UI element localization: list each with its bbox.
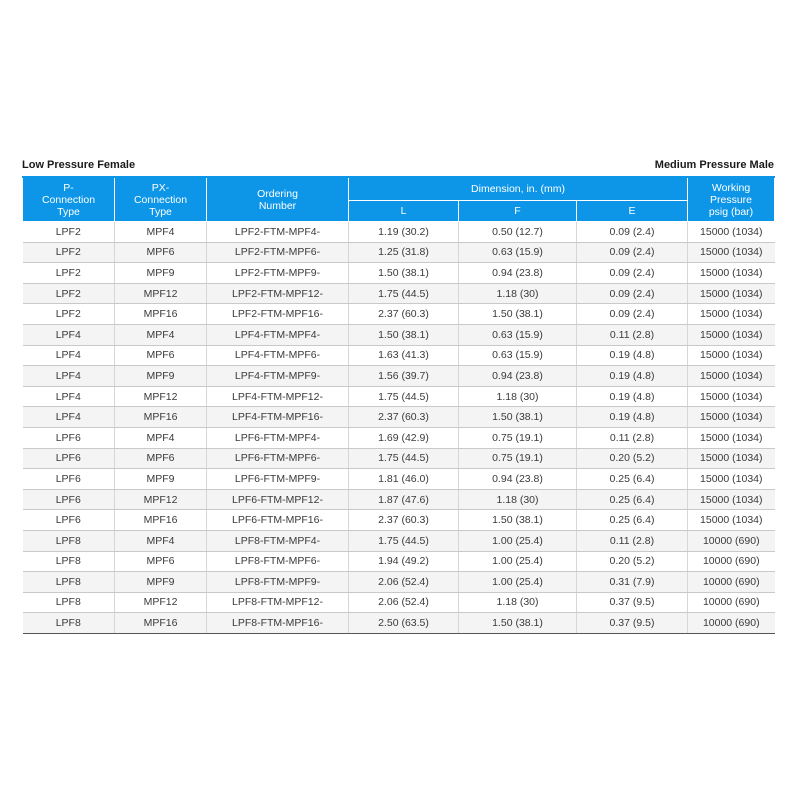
cell-ordering-number: LPF6-FTM-MPF9- — [207, 469, 349, 490]
cell-px-connection-type: MPF9 — [115, 469, 207, 490]
cell-p-connection-type: LPF2 — [23, 283, 115, 304]
cell-px-connection-type: MPF12 — [115, 386, 207, 407]
cell-dimension-f: 0.94 (23.8) — [459, 469, 577, 490]
cell-p-connection-type: LPF4 — [23, 407, 115, 428]
cell-dimension-f: 1.50 (38.1) — [459, 304, 577, 325]
cell-p-connection-type: LPF6 — [23, 489, 115, 510]
cell-dimension-e: 0.25 (6.4) — [577, 489, 688, 510]
cell-working-pressure: 15000 (1034) — [688, 263, 775, 284]
cell-working-pressure: 15000 (1034) — [688, 242, 775, 263]
cell-px-connection-type: MPF4 — [115, 427, 207, 448]
cell-working-pressure: 15000 (1034) — [688, 448, 775, 469]
cell-dimension-l: 2.06 (52.4) — [349, 572, 459, 593]
table-row — [23, 345, 775, 366]
cell-dimension-l: 1.75 (44.5) — [349, 283, 459, 304]
table-row — [23, 448, 775, 469]
cell-dimension-l: 1.75 (44.5) — [349, 448, 459, 469]
cell-p-connection-type: LPF6 — [23, 427, 115, 448]
cell-p-connection-type: LPF8 — [23, 613, 115, 634]
table-row — [23, 242, 775, 263]
table-row — [23, 592, 775, 613]
cell-dimension-l: 2.37 (60.3) — [349, 407, 459, 428]
cell-working-pressure: 15000 (1034) — [688, 510, 775, 531]
cell-px-connection-type: MPF6 — [115, 448, 207, 469]
cell-dimension-e: 0.37 (9.5) — [577, 613, 688, 634]
cell-dimension-e: 0.11 (2.8) — [577, 427, 688, 448]
cell-working-pressure: 15000 (1034) — [688, 222, 775, 243]
cell-p-connection-type: LPF4 — [23, 386, 115, 407]
cell-ordering-number: LPF4-FTM-MPF9- — [207, 366, 349, 387]
cell-working-pressure: 10000 (690) — [688, 530, 775, 551]
cell-dimension-f: 1.18 (30) — [459, 283, 577, 304]
cell-ordering-number: LPF2-FTM-MPF12- — [207, 283, 349, 304]
cell-dimension-f: 1.18 (30) — [459, 489, 577, 510]
cell-dimension-f: 0.94 (23.8) — [459, 366, 577, 387]
cell-dimension-e: 0.19 (4.8) — [577, 386, 688, 407]
cell-working-pressure: 15000 (1034) — [688, 345, 775, 366]
cell-p-connection-type: LPF4 — [23, 366, 115, 387]
cell-p-connection-type: LPF6 — [23, 448, 115, 469]
cell-px-connection-type: MPF12 — [115, 489, 207, 510]
cell-dimension-l: 1.69 (42.9) — [349, 427, 459, 448]
cell-px-connection-type: MPF4 — [115, 530, 207, 551]
cell-dimension-f: 0.63 (15.9) — [459, 242, 577, 263]
table-row — [23, 304, 775, 325]
cell-working-pressure: 10000 (690) — [688, 592, 775, 613]
cell-px-connection-type: MPF9 — [115, 263, 207, 284]
cell-p-connection-type: LPF8 — [23, 530, 115, 551]
table-row — [23, 366, 775, 387]
cell-ordering-number: LPF6-FTM-MPF16- — [207, 510, 349, 531]
header-dimension-l: L — [349, 201, 459, 222]
cell-dimension-l: 1.75 (44.5) — [349, 386, 459, 407]
cell-ordering-number: LPF8-FTM-MPF6- — [207, 551, 349, 572]
cell-p-connection-type: LPF6 — [23, 510, 115, 531]
table-captions — [22, 156, 774, 174]
cell-ordering-number: LPF8-FTM-MPF16- — [207, 613, 349, 634]
cell-ordering-number: LPF4-FTM-MPF16- — [207, 407, 349, 428]
table-row — [23, 283, 775, 304]
cell-dimension-f: 0.50 (12.7) — [459, 222, 577, 243]
header-dimension: Dimension, in. (mm) — [349, 177, 688, 201]
cell-ordering-number: LPF2-FTM-MPF6- — [207, 242, 349, 263]
cell-working-pressure: 15000 (1034) — [688, 386, 775, 407]
cell-working-pressure: 15000 (1034) — [688, 427, 775, 448]
table-row — [23, 263, 775, 284]
cell-px-connection-type: MPF6 — [115, 242, 207, 263]
header-ordering-number: Ordering Number — [207, 177, 349, 222]
cell-ordering-number: LPF6-FTM-MPF12- — [207, 489, 349, 510]
cell-px-connection-type: MPF9 — [115, 366, 207, 387]
cell-dimension-l: 1.87 (47.6) — [349, 489, 459, 510]
cell-ordering-number: LPF2-FTM-MPF9- — [207, 263, 349, 284]
cell-p-connection-type: LPF2 — [23, 304, 115, 325]
cell-dimension-f: 1.18 (30) — [459, 386, 577, 407]
table-row — [23, 469, 775, 490]
table-body — [23, 222, 775, 634]
cell-dimension-e: 0.37 (9.5) — [577, 592, 688, 613]
table-row — [23, 489, 775, 510]
cell-ordering-number: LPF6-FTM-MPF6- — [207, 448, 349, 469]
cell-dimension-l: 2.06 (52.4) — [349, 592, 459, 613]
cell-dimension-l: 1.63 (41.3) — [349, 345, 459, 366]
cell-dimension-f: 0.63 (15.9) — [459, 345, 577, 366]
cell-dimension-f: 1.00 (25.4) — [459, 551, 577, 572]
header-dimension-e: E — [577, 201, 688, 222]
cell-ordering-number: LPF8-FTM-MPF9- — [207, 572, 349, 593]
cell-dimension-f: 1.00 (25.4) — [459, 572, 577, 593]
cell-px-connection-type: MPF4 — [115, 222, 207, 243]
cell-ordering-number: LPF2-FTM-MPF4- — [207, 222, 349, 243]
cell-p-connection-type: LPF4 — [23, 324, 115, 345]
cell-dimension-e: 0.31 (7.9) — [577, 572, 688, 593]
cell-dimension-f: 0.94 (23.8) — [459, 263, 577, 284]
cell-dimension-e: 0.09 (2.4) — [577, 242, 688, 263]
cell-dimension-l: 1.19 (30.2) — [349, 222, 459, 243]
cell-working-pressure: 15000 (1034) — [688, 283, 775, 304]
header-dimension-f: F — [459, 201, 577, 222]
table-wrapper — [22, 156, 774, 634]
cell-working-pressure: 15000 (1034) — [688, 489, 775, 510]
cell-dimension-e: 0.20 (5.2) — [577, 448, 688, 469]
cell-dimension-e: 0.19 (4.8) — [577, 345, 688, 366]
table-row — [23, 222, 775, 243]
table-row — [23, 407, 775, 428]
cell-px-connection-type: MPF9 — [115, 572, 207, 593]
cell-p-connection-type: LPF2 — [23, 222, 115, 243]
specification-table — [22, 176, 775, 634]
cell-dimension-e: 0.25 (6.4) — [577, 510, 688, 531]
cell-dimension-e: 0.09 (2.4) — [577, 222, 688, 243]
header-working-pressure: Working Pressure psig (bar) — [688, 177, 775, 222]
cell-working-pressure: 15000 (1034) — [688, 366, 775, 387]
cell-dimension-e: 0.09 (2.4) — [577, 304, 688, 325]
table-row — [23, 530, 775, 551]
cell-dimension-l: 1.75 (44.5) — [349, 530, 459, 551]
table-row — [23, 427, 775, 448]
cell-dimension-e: 0.20 (5.2) — [577, 551, 688, 572]
cell-p-connection-type: LPF8 — [23, 592, 115, 613]
header-p-connection-type: P- Connection Type — [23, 177, 115, 222]
cell-dimension-e: 0.11 (2.8) — [577, 324, 688, 345]
cell-dimension-l: 2.50 (63.5) — [349, 613, 459, 634]
cell-p-connection-type: LPF2 — [23, 242, 115, 263]
cell-working-pressure: 10000 (690) — [688, 613, 775, 634]
table-header — [23, 177, 775, 222]
cell-dimension-e: 0.25 (6.4) — [577, 469, 688, 490]
cell-working-pressure: 15000 (1034) — [688, 469, 775, 490]
cell-dimension-f: 0.63 (15.9) — [459, 324, 577, 345]
header-px-connection-type: PX- Connection Type — [115, 177, 207, 222]
cell-dimension-l: 1.50 (38.1) — [349, 324, 459, 345]
table-row — [23, 324, 775, 345]
cell-dimension-e: 0.19 (4.8) — [577, 366, 688, 387]
cell-ordering-number: LPF8-FTM-MPF12- — [207, 592, 349, 613]
cell-dimension-f: 1.18 (30) — [459, 592, 577, 613]
cell-px-connection-type: MPF16 — [115, 304, 207, 325]
cell-dimension-e: 0.09 (2.4) — [577, 263, 688, 284]
caption-low-pressure-female: Low Pressure Female — [22, 159, 136, 171]
cell-dimension-f: 1.00 (25.4) — [459, 530, 577, 551]
cell-p-connection-type: LPF8 — [23, 551, 115, 572]
cell-dimension-f: 1.50 (38.1) — [459, 510, 577, 531]
cell-ordering-number: LPF8-FTM-MPF4- — [207, 530, 349, 551]
cell-working-pressure: 15000 (1034) — [688, 407, 775, 428]
cell-ordering-number: LPF4-FTM-MPF4- — [207, 324, 349, 345]
cell-dimension-e: 0.09 (2.4) — [577, 283, 688, 304]
cell-dimension-e: 0.19 (4.8) — [577, 407, 688, 428]
cell-px-connection-type: MPF4 — [115, 324, 207, 345]
cell-dimension-l: 1.81 (46.0) — [349, 469, 459, 490]
cell-px-connection-type: MPF12 — [115, 592, 207, 613]
cell-working-pressure: 15000 (1034) — [688, 324, 775, 345]
cell-dimension-l: 2.37 (60.3) — [349, 304, 459, 325]
cell-working-pressure: 10000 (690) — [688, 572, 775, 593]
cell-working-pressure: 15000 (1034) — [688, 304, 775, 325]
cell-dimension-l: 1.25 (31.8) — [349, 242, 459, 263]
cell-working-pressure: 10000 (690) — [688, 551, 775, 572]
cell-dimension-l: 1.56 (39.7) — [349, 366, 459, 387]
cell-p-connection-type: LPF2 — [23, 263, 115, 284]
cell-p-connection-type: LPF8 — [23, 572, 115, 593]
cell-p-connection-type: LPF6 — [23, 469, 115, 490]
cell-dimension-e: 0.11 (2.8) — [577, 530, 688, 551]
cell-px-connection-type: MPF16 — [115, 407, 207, 428]
caption-medium-pressure-male: Medium Pressure Male — [654, 159, 774, 171]
cell-dimension-l: 2.37 (60.3) — [349, 510, 459, 531]
cell-ordering-number: LPF4-FTM-MPF12- — [207, 386, 349, 407]
cell-px-connection-type: MPF6 — [115, 551, 207, 572]
table-row — [23, 613, 775, 634]
cell-px-connection-type: MPF12 — [115, 283, 207, 304]
cell-ordering-number: LPF2-FTM-MPF16- — [207, 304, 349, 325]
table-row — [23, 551, 775, 572]
cell-px-connection-type: MPF16 — [115, 510, 207, 531]
cell-ordering-number: LPF6-FTM-MPF4- — [207, 427, 349, 448]
cell-dimension-f: 0.75 (19.1) — [459, 427, 577, 448]
table-row — [23, 572, 775, 593]
cell-px-connection-type: MPF6 — [115, 345, 207, 366]
cell-dimension-f: 0.75 (19.1) — [459, 448, 577, 469]
cell-ordering-number: LPF4-FTM-MPF6- — [207, 345, 349, 366]
cell-px-connection-type: MPF16 — [115, 613, 207, 634]
cell-p-connection-type: LPF4 — [23, 345, 115, 366]
cell-dimension-l: 1.94 (49.2) — [349, 551, 459, 572]
cell-dimension-l: 1.50 (38.1) — [349, 263, 459, 284]
cell-dimension-f: 1.50 (38.1) — [459, 407, 577, 428]
table-row — [23, 386, 775, 407]
table-row — [23, 510, 775, 531]
cell-dimension-f: 1.50 (38.1) — [459, 613, 577, 634]
